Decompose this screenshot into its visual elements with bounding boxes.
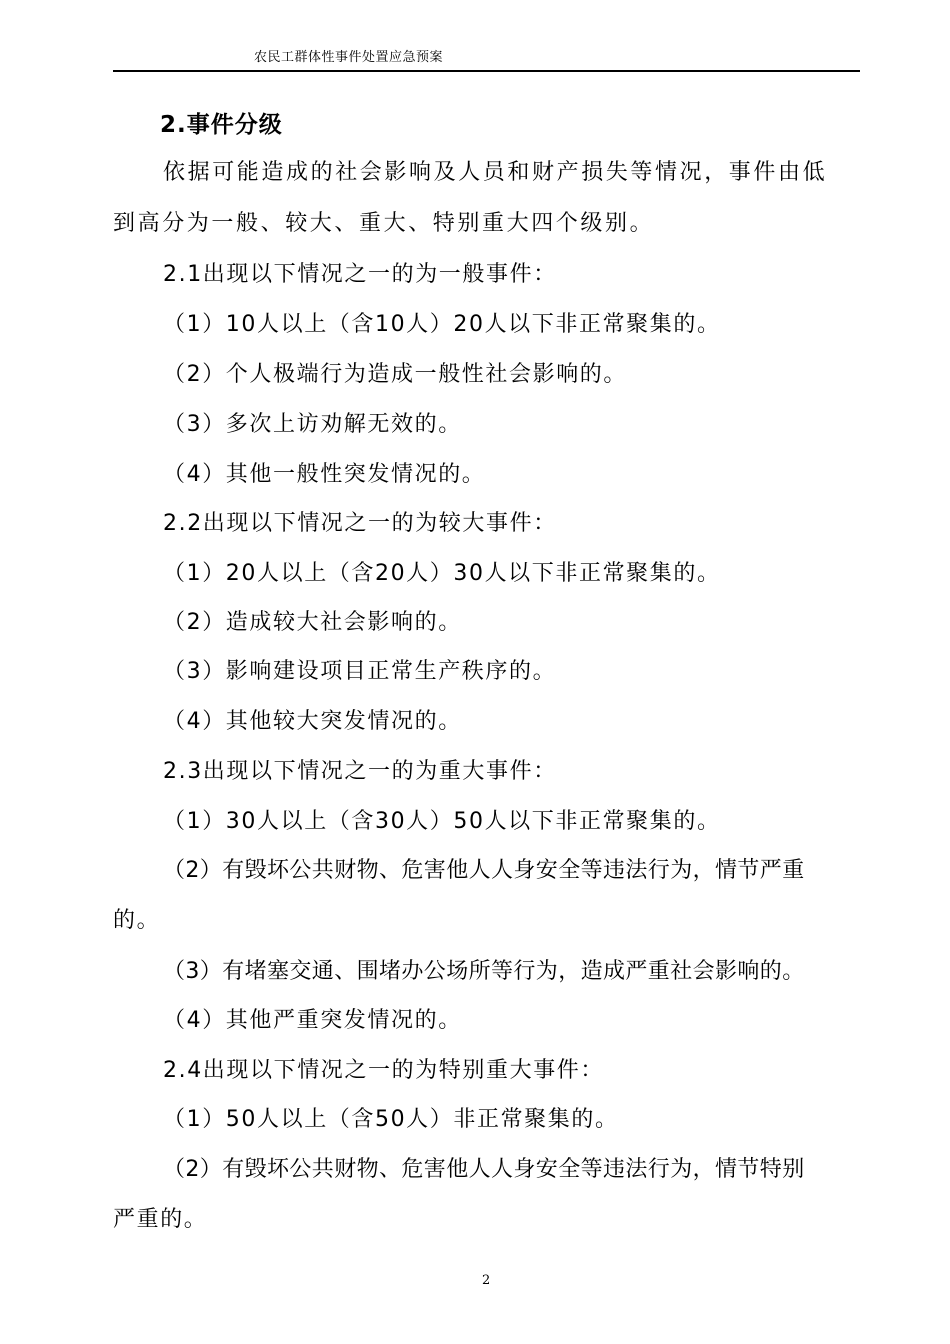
- level-1-item-3: （3）多次上访劝解无效的。: [163, 412, 462, 437]
- level-2-item-4: （4）其他较大突发情况的。: [163, 709, 462, 734]
- level-2-title: 2.2出现以下情况之一的为较大事件：: [163, 511, 557, 536]
- level-3-item-1: （1）30人以上（含30人）50人以下非正常聚集的。: [163, 809, 721, 834]
- level-2-item-1: （1）20人以上（含20人）30人以下非正常聚集的。: [163, 561, 721, 586]
- level-2-item-3: （3）影响建设项目正常生产秩序的。: [163, 659, 557, 684]
- page-header-title: 农民工群体性事件处置应急预案: [254, 50, 444, 65]
- level-1-item-2: （2）个人极端行为造成一般性社会影响的。: [163, 362, 627, 387]
- page-number: 2: [482, 1273, 491, 1288]
- level-4-item-2: （2）有毁坏公共财物、危害他人人身安全等违法行为，情节特别: [163, 1157, 805, 1182]
- level-3-item-2: （2）有毁坏公共财物、危害他人人身安全等违法行为，情节严重: [163, 858, 805, 883]
- level-4-title: 2.4出现以下情况之一的为特别重大事件：: [163, 1058, 604, 1083]
- level-1-title: 2.1出现以下情况之一的为一般事件：: [163, 262, 557, 287]
- header-divider: [113, 70, 860, 72]
- level-3-title: 2.3出现以下情况之一的为重大事件：: [163, 759, 557, 784]
- level-3-item-4: （4）其他严重突发情况的。: [163, 1008, 462, 1033]
- level-4-item-1: （1）50人以上（含50人）非正常聚集的。: [163, 1107, 619, 1132]
- intro-paragraph-line-2: 到高分为一般、较大、重大、特别重大四个级别。: [113, 211, 655, 236]
- level-4-item-2-continuation: 严重的。: [113, 1207, 208, 1232]
- level-1-item-4: （4）其他一般性突发情况的。: [163, 462, 486, 487]
- level-1-item-1: （1）10人以上（含10人）20人以下非正常聚集的。: [163, 312, 721, 337]
- level-2-item-2: （2）造成较大社会影响的。: [163, 610, 462, 635]
- section-heading: 2.事件分级: [160, 112, 283, 138]
- level-3-item-2-continuation: 的。: [113, 908, 161, 933]
- intro-paragraph-line-1: 依据可能造成的社会影响及人员和财产损失等情况，事件由低: [163, 160, 828, 185]
- level-3-item-3: （3）有堵塞交通、围堵办公场所等行为，造成严重社会影响的。: [163, 959, 805, 984]
